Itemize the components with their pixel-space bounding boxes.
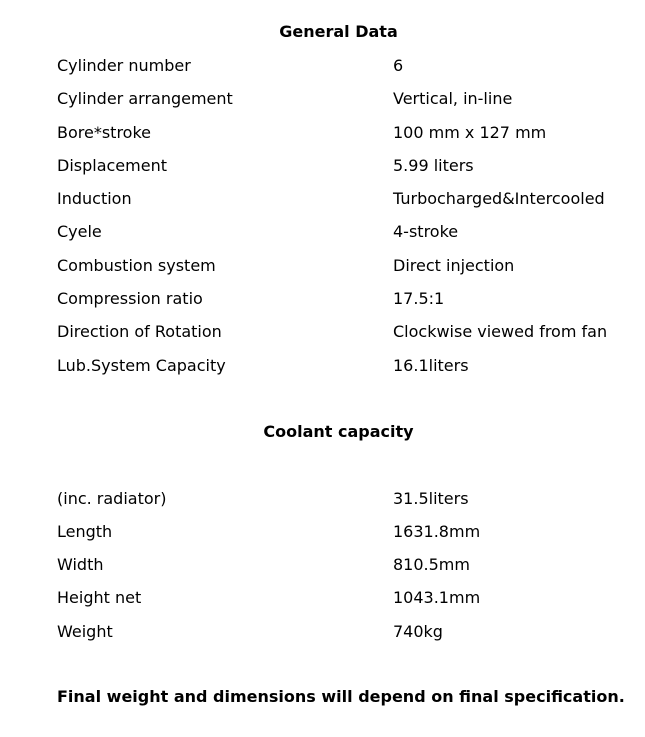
spec-row-compression-ratio (57, 288, 637, 310)
footnote: Final weight and dimensions will depend on final specification. (57, 687, 625, 706)
spec-label: Height net (57, 588, 142, 607)
spec-label: Bore*stroke (57, 123, 151, 142)
spec-value: 1043.1mm (393, 588, 481, 607)
spec-row-width (57, 554, 637, 576)
coolant-capacity-title: Coolant capacity (263, 422, 414, 441)
spec-value: 1631.8mm (393, 522, 481, 541)
spec-row-combustion-system (57, 255, 637, 277)
spec-value: 810.5mm (393, 555, 470, 574)
spec-label: Length (57, 522, 113, 541)
spec-row-cylinder-arrangement (57, 88, 637, 110)
spec-label: Induction (57, 189, 132, 208)
spec-label: Cylinder arrangement (57, 89, 233, 108)
spec-row-height-net (57, 587, 637, 609)
spec-value: 17.5:1 (393, 289, 445, 308)
spec-value: Direct injection (393, 256, 515, 275)
spec-row-lub-system-capacity (57, 355, 637, 377)
spec-label: Width (57, 555, 104, 574)
spec-row-inc-radiator (57, 488, 637, 510)
spec-value: Clockwise viewed from fan (393, 322, 608, 341)
spec-row-cycle (57, 221, 637, 243)
spec-row-weight (57, 621, 637, 643)
spec-row-direction-of-rotation (57, 321, 637, 343)
spec-label: Compression ratio (57, 289, 203, 308)
spec-value: 6 (393, 56, 404, 75)
spec-value: 4-stroke (393, 222, 459, 241)
spec-value: Vertical, in-line (393, 89, 513, 108)
spec-value: 740kg (393, 622, 443, 641)
spec-label: Lub.System Capacity (57, 356, 226, 375)
spec-row-length (57, 521, 637, 543)
spec-value: 5.99 liters (393, 156, 474, 175)
general-data-title: General Data (279, 22, 398, 41)
spec-row-induction (57, 188, 637, 210)
spec-value: 31.5liters (393, 489, 469, 508)
spec-label: Cylinder number (57, 56, 191, 75)
spec-row-bore-stroke (57, 122, 637, 144)
spec-label: (inc. radiator) (57, 489, 167, 508)
spec-label: Direction of Rotation (57, 322, 222, 341)
spec-value: 100 mm x 127 mm (393, 123, 547, 142)
spec-row-displacement (57, 155, 637, 177)
spec-value: 16.1liters (393, 356, 469, 375)
spec-label: Cyele (57, 222, 102, 241)
spec-value: Turbocharged&Intercooled (393, 189, 605, 208)
spec-label: Weight (57, 622, 113, 641)
spec-label: Combustion system (57, 256, 216, 275)
spec-label: Displacement (57, 156, 167, 175)
spec-row-cylinder-number (57, 55, 637, 77)
